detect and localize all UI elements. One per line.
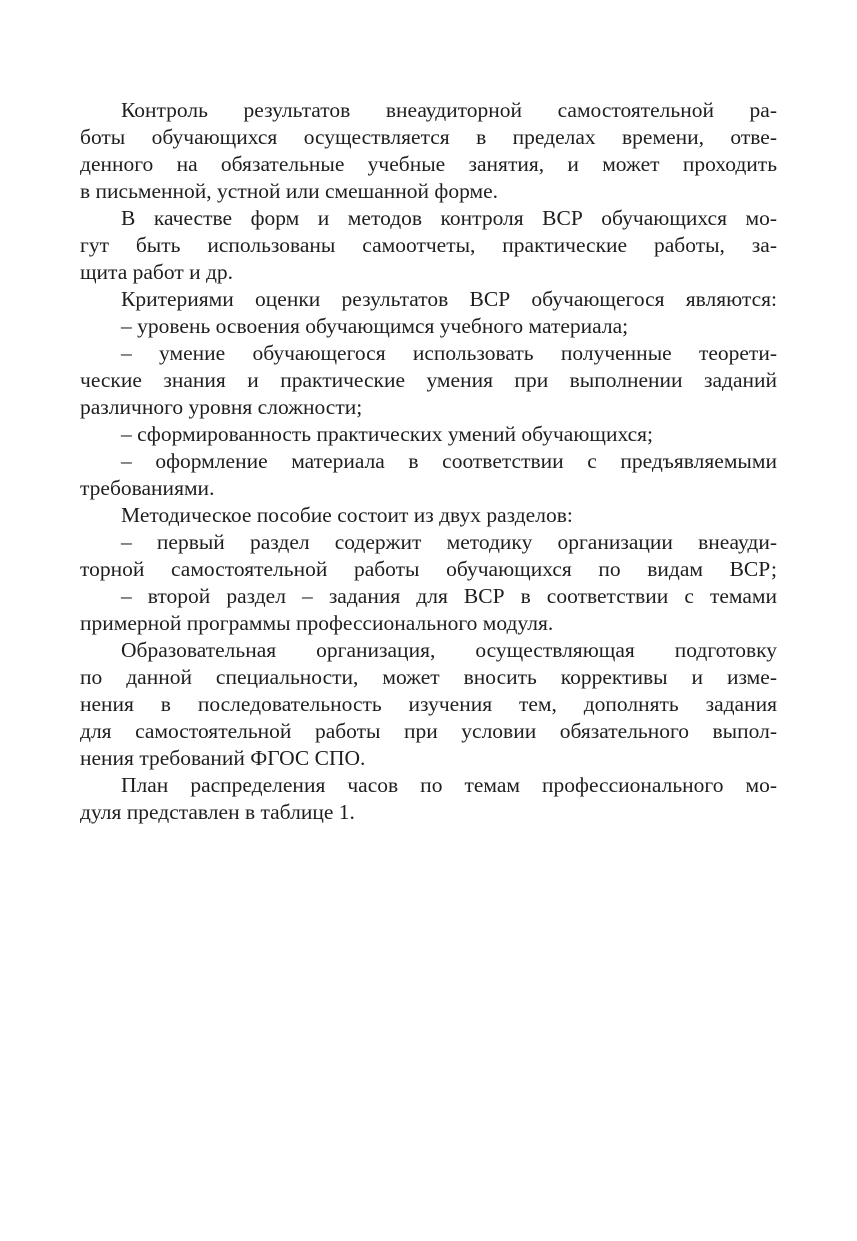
text-line: – второй раздел – задания для ВСР в соответствии с темами — [121, 584, 777, 608]
text-line: торной самостоятельной работы обучающихся по видам ВСР; — [80, 557, 777, 581]
text-line: Критериями оценки результатов ВСР обучающегося являются: — [121, 287, 777, 311]
text-line: по данной специальности, может вносить коррективы и изме- — [80, 665, 777, 689]
paragraph — [80, 448, 777, 502]
text-line: в письменной, устной или смешанной форме. — [80, 179, 499, 203]
paragraph — [80, 340, 777, 421]
paragraph — [80, 502, 777, 529]
text-line: дуля представлен в таблице 1. — [80, 800, 355, 824]
text-line: для самостоятельной работы при условии обязательного выпол- — [80, 719, 777, 743]
text-line: нения требований ФГОС СПО. — [80, 746, 366, 770]
text-block — [80, 97, 777, 826]
text-line: требованиями. — [80, 476, 215, 500]
paragraph — [80, 637, 777, 772]
paragraph — [80, 421, 777, 448]
text-line: – сформированность практических умений обучающихся; — [121, 422, 653, 446]
text-line: В качестве форм и методов контроля ВСР обучающихся мо- — [121, 206, 777, 230]
text-line: денного на обязательные учебные занятия, и может проходить — [80, 152, 777, 176]
text-line: боты обучающихся осуществляется в пределах времени, отве- — [80, 125, 777, 149]
text-line: гут быть использованы самоотчеты, практические работы, за- — [80, 233, 777, 257]
text-line: – уровень освоения обучающимся учебного материала; — [121, 314, 629, 338]
text-line: примерной программы профессионального модуля. — [80, 611, 554, 635]
text-line: ческие знания и практические умения при выполнении заданий — [80, 368, 777, 392]
paragraph — [80, 97, 777, 205]
text-line: щита работ и др. — [80, 260, 234, 284]
text-line: нения в последовательность изучения тем, дополнять задания — [80, 692, 777, 716]
paragraph — [80, 583, 777, 637]
text-line: – умение обучающегося использовать полученные теорети- — [121, 341, 777, 365]
text-line: Образовательная организация, осуществляющая подготовку — [121, 638, 777, 662]
paragraph — [80, 313, 777, 340]
text-line: План распределения часов по темам профессионального мо- — [121, 773, 777, 797]
text-line: различного уровня сложности; — [80, 395, 363, 419]
paragraph — [80, 772, 777, 826]
text-line: – первый раздел содержит методику организации внеауди- — [121, 530, 777, 554]
paragraph — [80, 529, 777, 583]
paragraph — [80, 205, 777, 286]
text-line: Контроль результатов внеаудиторной самостоятельной ра- — [121, 98, 777, 122]
paragraph — [80, 286, 777, 313]
text-line: – оформление материала в соответствии с предъявляемыми — [121, 449, 777, 473]
text-line: Методическое пособие состоит из двух разделов: — [121, 503, 573, 527]
